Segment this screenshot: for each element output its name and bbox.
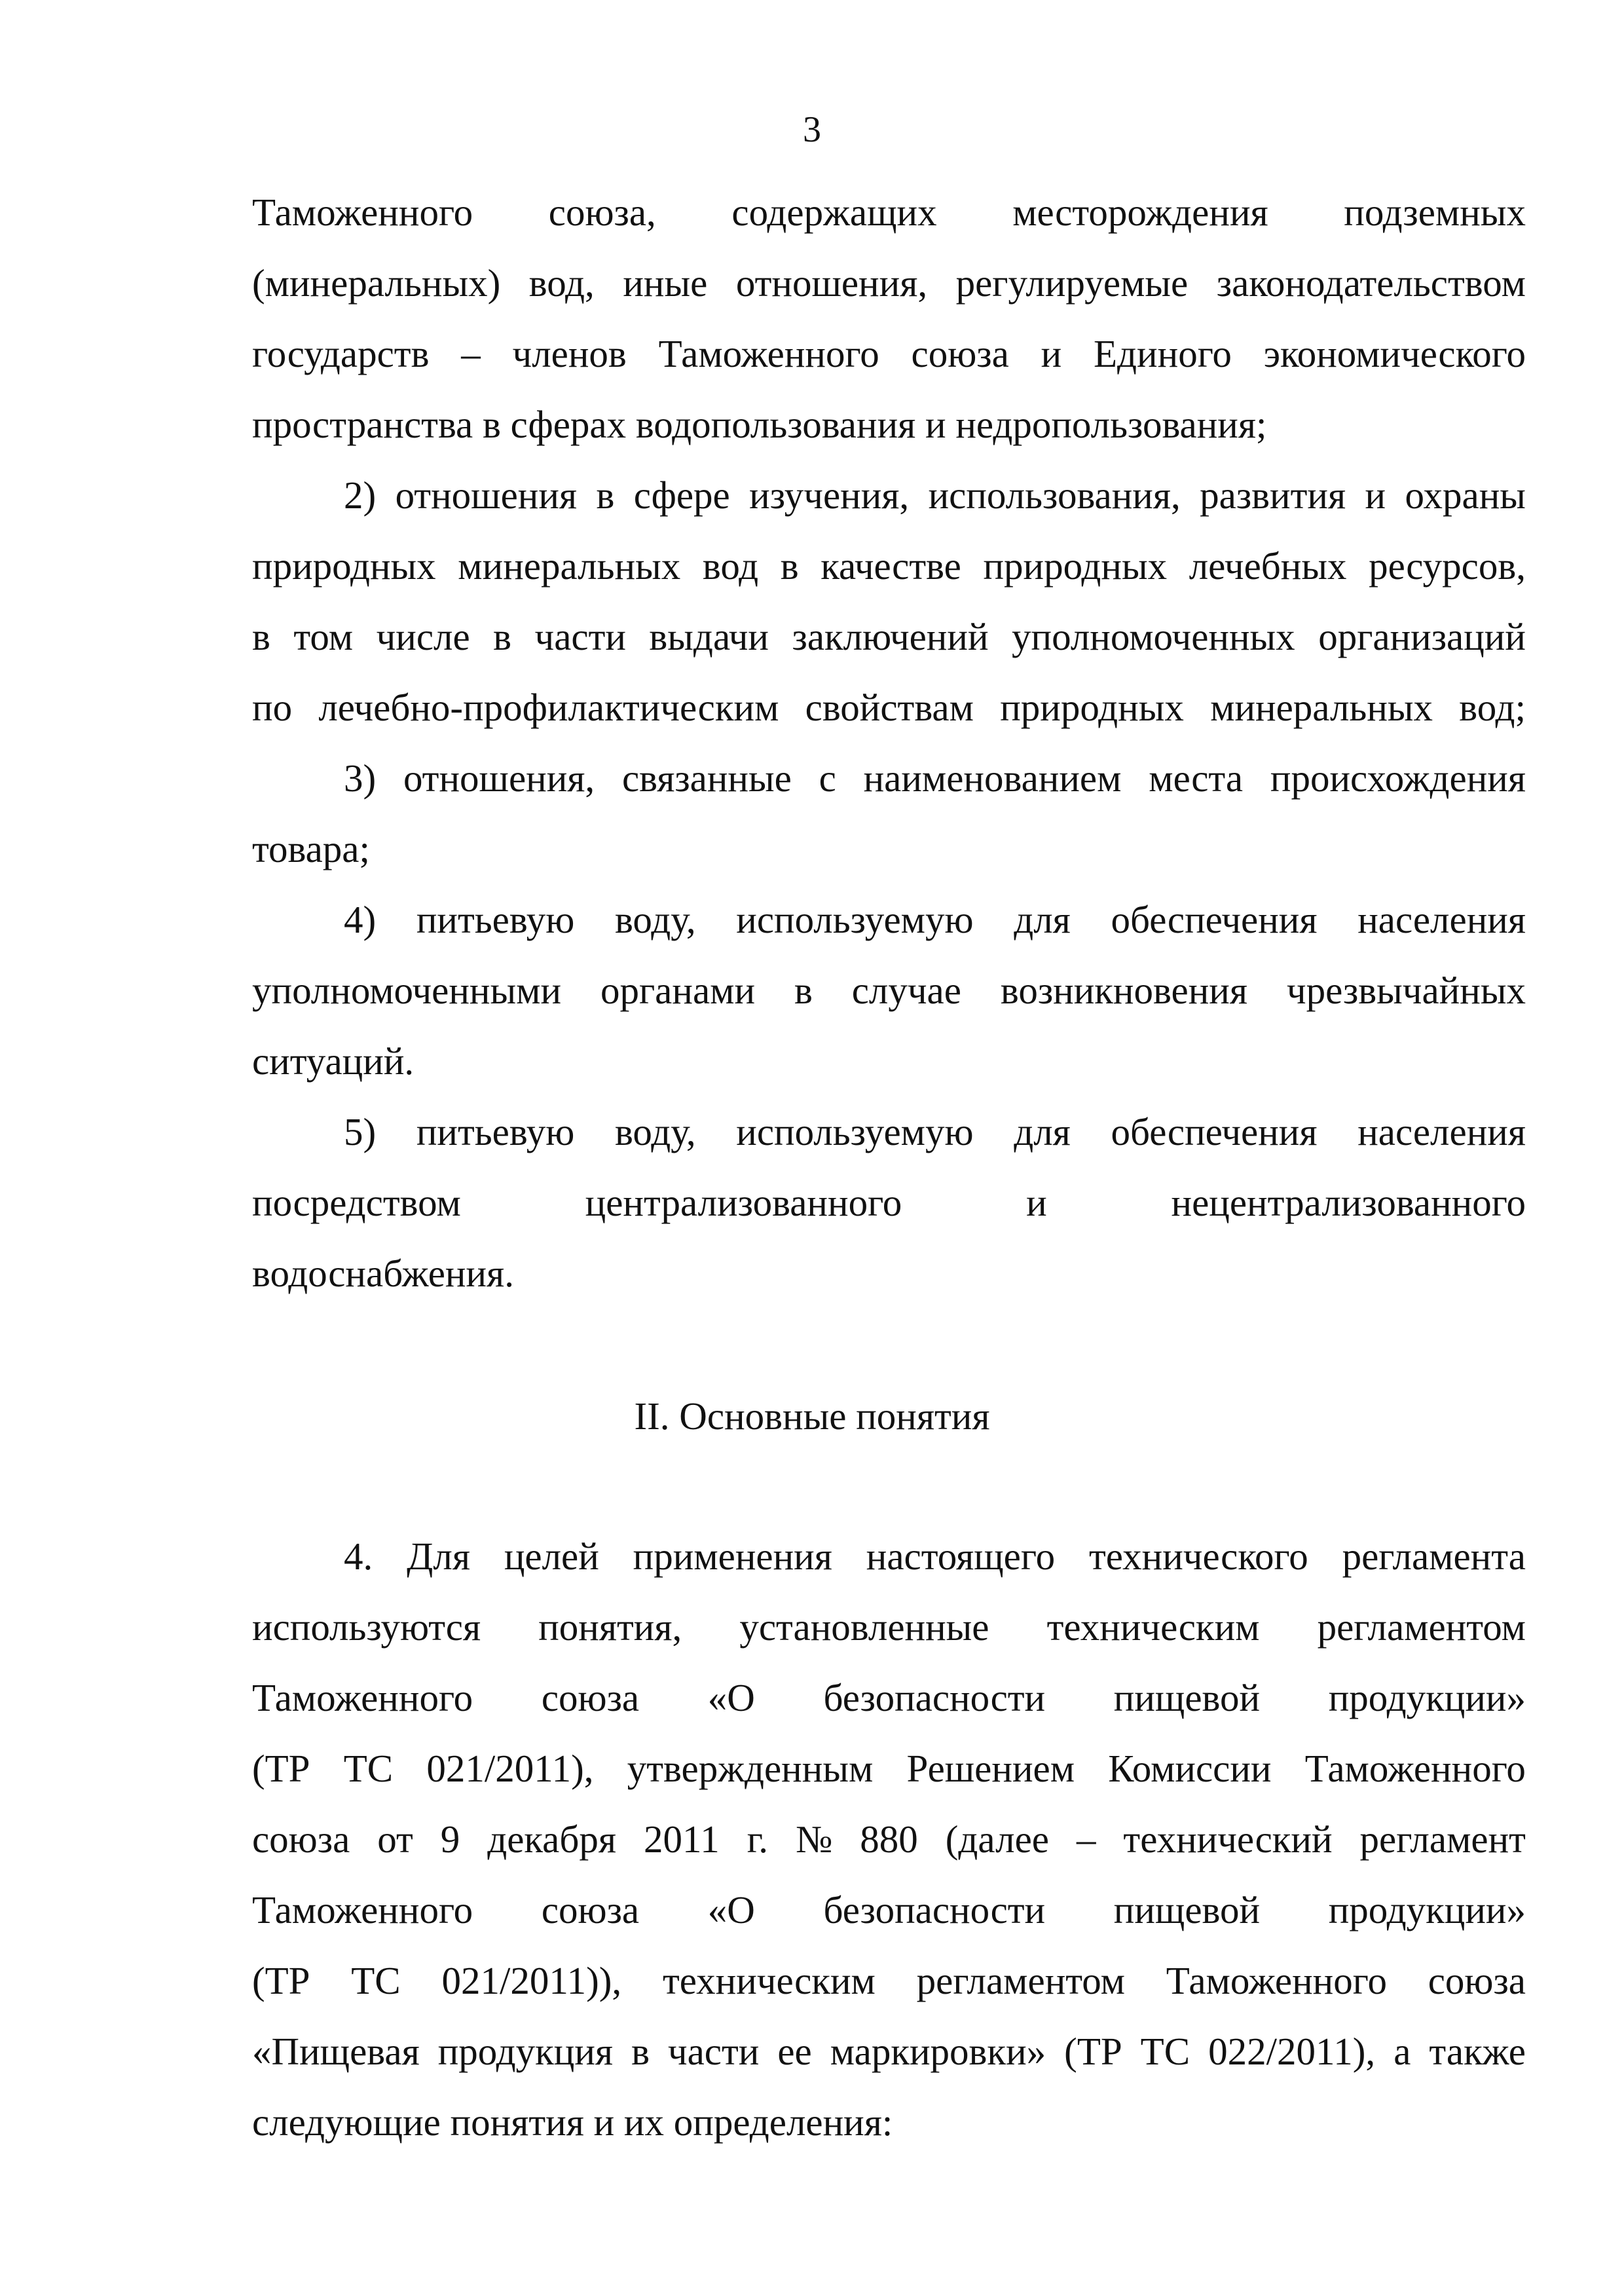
word: 9 (440, 1818, 460, 1861)
word: том (293, 615, 354, 658)
text-line (252, 318, 1526, 389)
word: 4. (344, 1535, 373, 1578)
word: (ТР (252, 1959, 310, 2002)
word: происхождения (1270, 756, 1526, 800)
word: «О (707, 1888, 755, 1931)
word: чрезвычайных (1286, 969, 1526, 1012)
word: части (667, 2030, 760, 2073)
text-line (252, 955, 1526, 1026)
word: питьевую (416, 898, 575, 941)
word: утвержденным (627, 1747, 874, 1790)
word: Для (407, 1535, 470, 1578)
word: свойствам (805, 686, 974, 729)
word: техническим (1046, 1605, 1260, 1649)
text-line (252, 884, 1526, 955)
word: союза (252, 1818, 350, 1861)
word: Таможенного (252, 191, 473, 234)
word: отношения, (735, 261, 928, 305)
text-line (252, 1804, 1526, 1875)
word: иные (623, 261, 708, 305)
word: 2) (344, 474, 377, 517)
word: ТС (1140, 2030, 1190, 2073)
text-line (252, 1733, 1526, 1804)
word: лечебных (1189, 544, 1347, 588)
word: (ТР (252, 1747, 310, 1790)
word: (далее (945, 1818, 1049, 1861)
text-line (252, 248, 1526, 318)
word: обеспечения (1111, 898, 1318, 941)
word: Таможенного (1304, 1747, 1526, 1790)
word: развития (1200, 474, 1346, 517)
word: природных (1000, 686, 1184, 729)
text-line: ситуаций. (252, 1039, 415, 1083)
word: № (796, 1818, 833, 1861)
word: и (1365, 474, 1386, 517)
word: населения (1357, 1110, 1526, 1153)
list-item-5 (252, 1096, 1526, 1309)
word: 5) (344, 1110, 377, 1153)
word: и (1026, 1181, 1047, 1224)
text-line (252, 1662, 1526, 1733)
word: экономического (1263, 332, 1526, 375)
word: по (252, 686, 293, 729)
word: также (1429, 2030, 1526, 2073)
section-title: II. Основные понятия (634, 1394, 990, 1438)
word: г. (747, 1818, 769, 1861)
text-line (252, 672, 1526, 743)
word: установленные (739, 1605, 989, 1649)
word: в (252, 615, 270, 658)
word: минеральных (458, 544, 681, 588)
word: Таможенного (252, 1676, 473, 1719)
text-line (252, 1592, 1526, 1662)
word: использования, (928, 474, 1181, 517)
text-line (252, 1875, 1526, 1945)
word: союза, (548, 191, 656, 234)
word: 4) (344, 898, 377, 941)
word: в (596, 474, 615, 517)
word: для (1014, 898, 1071, 941)
word: технического (1088, 1535, 1308, 1578)
word: безопасности (823, 1676, 1046, 1719)
word: используются (252, 1605, 481, 1649)
word: выдачи (649, 615, 769, 658)
word: законодательством (1216, 261, 1526, 305)
word: с (819, 756, 836, 800)
word: Таможенного (658, 332, 879, 375)
word: пищевой (1113, 1888, 1261, 1931)
text-line (252, 460, 1526, 531)
word: уполномоченных (1012, 615, 1295, 658)
word: природных (983, 544, 1168, 588)
word: безопасности (823, 1888, 1046, 1931)
word: союза (541, 1676, 640, 1719)
word: (ТР (1064, 2030, 1122, 2073)
word: 021/2011)), (441, 1959, 622, 2002)
word: посредством (252, 1181, 461, 1224)
word: вод; (1459, 686, 1526, 729)
word: 880 (860, 1818, 918, 1861)
word: применения (633, 1535, 832, 1578)
word: возникновения (1000, 969, 1247, 1012)
word: техническим (662, 1959, 876, 2002)
word: Решением (906, 1747, 1075, 1790)
word: нецентрализованного (1171, 1181, 1526, 1224)
word: охраны (1405, 474, 1526, 517)
word: качестве (821, 544, 961, 588)
word: ее (777, 2030, 812, 2073)
text-line (252, 2016, 1526, 2087)
word: организаций (1318, 615, 1526, 658)
page-number: 3 (803, 109, 821, 150)
word: для (1014, 1110, 1071, 1153)
word: отношения, (403, 756, 595, 800)
word: регламент (1359, 1818, 1526, 1861)
word: Комиссии (1108, 1747, 1272, 1790)
word: места (1149, 756, 1244, 800)
word: Таможенного (252, 1888, 473, 1931)
word: Таможенного (1166, 1959, 1387, 2002)
word: вод (702, 544, 759, 588)
word: населения (1357, 898, 1526, 941)
word: настоящего (866, 1535, 1056, 1578)
text-line (252, 531, 1526, 601)
word: союза (911, 332, 1009, 375)
text-line: следующие понятия и их определения: (252, 2100, 893, 2144)
word: отношения (395, 474, 578, 517)
text-line (252, 1521, 1526, 1592)
word: связанные (621, 756, 792, 800)
text-line (252, 601, 1526, 672)
text-line (252, 177, 1526, 248)
word: сфере (633, 474, 730, 517)
word: регламентом (1317, 1605, 1526, 1649)
word: воду, (614, 1110, 696, 1153)
word: понятия, (538, 1605, 682, 1649)
list-item-4 (252, 884, 1526, 1096)
word: а (1393, 2030, 1411, 2073)
word: числе (376, 615, 470, 658)
word: маркировки» (830, 2030, 1046, 2073)
word: уполномоченными (252, 969, 562, 1012)
word: минеральных (1210, 686, 1433, 729)
word: целей (504, 1535, 599, 1578)
word: союза (1428, 1959, 1526, 2002)
list-item-2 (252, 460, 1526, 743)
word: ТС (351, 1959, 401, 2002)
word: обеспечения (1111, 1110, 1318, 1153)
word: месторождения (1012, 191, 1268, 234)
word: и (1041, 332, 1062, 375)
word: воду, (614, 898, 696, 941)
word: регламентом (916, 1959, 1125, 2002)
word: – (461, 332, 481, 375)
word: от (377, 1818, 413, 1861)
word: наименованием (863, 756, 1122, 800)
word: заключений (792, 615, 989, 658)
word: случае (851, 969, 961, 1012)
word: (минеральных) (252, 261, 501, 305)
word: подземных (1344, 191, 1526, 234)
word: используемую (736, 1110, 974, 1153)
word: – (1076, 1818, 1096, 1861)
word: союза (541, 1888, 640, 1931)
word: пищевой (1113, 1676, 1261, 1719)
text-line (252, 1945, 1526, 2016)
word: ресурсов, (1369, 544, 1526, 588)
paragraph-4-definitions (252, 1521, 1526, 2157)
word: 3) (344, 756, 377, 800)
word: технический (1123, 1818, 1333, 1861)
word: регламента (1342, 1535, 1526, 1578)
word: содержащих (731, 191, 937, 234)
word: лечебно-профилактическим (318, 686, 779, 729)
word: органами (600, 969, 756, 1012)
word: Единого (1093, 332, 1232, 375)
word: 021/2011), (426, 1747, 594, 1790)
word: в (493, 615, 512, 658)
word: природных (252, 544, 436, 588)
word: «О (707, 1676, 755, 1719)
word: изучения, (749, 474, 910, 517)
text-line (252, 743, 1526, 813)
word: 2011 (643, 1818, 720, 1861)
text-line (252, 1096, 1526, 1167)
word: используемую (736, 898, 974, 941)
word: части (534, 615, 626, 658)
list-item-3 (252, 743, 1526, 884)
word: в (631, 2030, 650, 2073)
word: декабря (487, 1818, 617, 1861)
word: в (780, 544, 799, 588)
word: продукции» (1328, 1676, 1526, 1719)
text-line: товара; (252, 827, 370, 870)
paragraph-continuation (252, 177, 1526, 460)
word: вод, (528, 261, 595, 305)
word: ТС (343, 1747, 394, 1790)
text-line: водоснабжения. (252, 1252, 514, 1295)
word: регулируемые (955, 261, 1189, 305)
word: в (794, 969, 813, 1012)
text-line: пространства в сферах водопользования и недропользования; (252, 403, 1267, 446)
word: продукция (437, 2030, 614, 2073)
word: питьевую (416, 1110, 575, 1153)
word: централизованного (585, 1181, 902, 1224)
word: продукции» (1328, 1888, 1526, 1931)
text-line (252, 1167, 1526, 1238)
word: членов (512, 332, 627, 375)
word: государств (252, 332, 430, 375)
word: 022/2011), (1208, 2030, 1376, 2073)
word: «Пищевая (252, 2030, 420, 2073)
